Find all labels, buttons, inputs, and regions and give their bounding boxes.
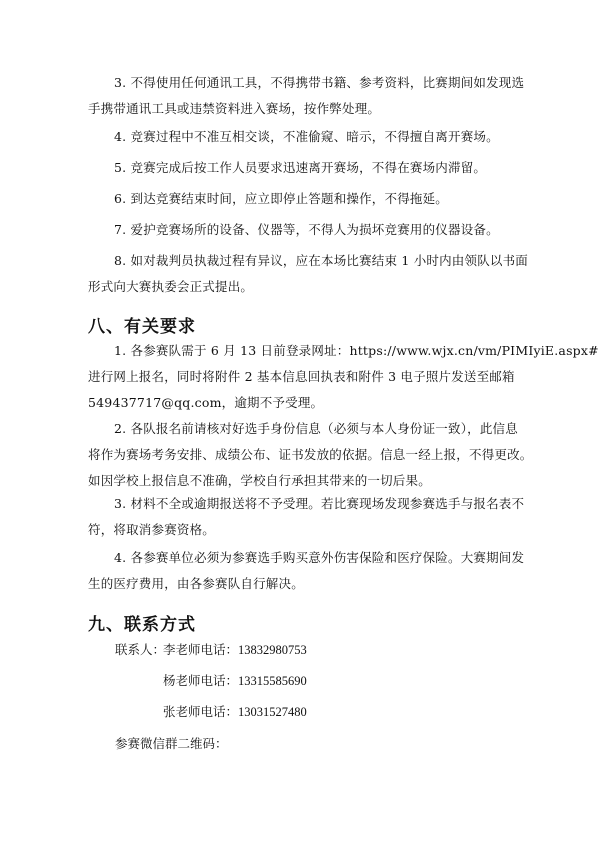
rule-item-5 [88,155,516,181]
section-heading-contact: 九、联系方式 [88,615,196,635]
contact-label: 联系人： [115,642,166,657]
rule-item-line: 7. 爱护竞赛场所的设备、仪器等，不得人为损坏竞赛用的仪器设备。 [114,222,499,237]
rule-item-line: 5. 竞赛完成后按工作人员要求迅速离开赛场，不得在赛场内滞留。 [114,160,487,175]
rule-item-4 [88,124,516,150]
requirement-line: 如因学校上报信息不准确，学校自行承担其带来的一切后果。 [88,473,431,488]
rule-item-line: 3. 不得使用任何通讯工具，不得携带书籍、参考资料，比赛期间如发现选 [114,75,525,90]
rule-item-8 [88,248,529,300]
requirement-item-3 [88,491,525,543]
requirement-item-1 [88,338,599,416]
section-heading-requirements: 八、有关要求 [88,317,196,337]
rule-item-7 [88,217,516,243]
contact-phone: 13315585690 [238,674,307,688]
rule-item-line: 4. 竞赛过程中不准互相交谈，不准偷窥、暗示，不得擅自离开赛场。 [114,129,499,144]
contact-row [163,640,307,660]
rule-item-6 [88,186,516,212]
requirement-line: 生的医疗费用，由各参赛队自行解决。 [88,576,304,591]
requirement-item-4 [88,545,525,597]
rule-item-line: 形式向大赛执委会正式提出。 [88,279,254,294]
rule-item-line: 手携带通讯工具或违禁资料进入赛场，按作弊处理。 [88,101,381,116]
contact-phone: 13832980753 [238,643,307,657]
requirement-line: 符，将取消参赛资格。 [88,522,216,537]
contact-phone: 13031527480 [238,705,307,719]
requirement-line: 进行网上报名，同时将附件 2 基本信息回执表和附件 3 电子照片发送至邮箱 [88,369,515,384]
rule-item-line: 6. 到达竞赛结束时间，应立即停止答题和操作，不得拖延。 [114,191,449,206]
contact-row [163,702,307,722]
requirement-line: 549437717@qq.com，逾期不予受理。 [88,395,324,410]
contact-name: 李老师电话： [163,642,239,657]
wechat-qr-label: 参赛微信群二维码： [115,736,228,751]
contact-row [163,671,307,691]
requirement-item-2 [88,416,533,494]
requirement-line: 1. 各参赛队需于 6 月 13 日前登录网址：https://www.wjx.cn/vm/PIMIyiE.aspx# [114,343,599,358]
requirement-line: 4. 各参赛单位必须为参赛选手购买意外伤害保险和医疗保险。大赛期间发 [114,550,525,565]
rule-item-line: 8. 如对裁判员执裁过程有异议，应在本场比赛结束 1 小时内由领队以书面 [114,253,529,268]
requirement-line: 2. 各队报名前请核对好选手身份信息（必须与本人身份证一致），此信息 [114,421,518,436]
requirement-line: 将作为赛场考务安排、成绩公布、证书发放的依据。信息一经上报，不得更改。 [88,447,533,462]
requirement-line: 3. 材料不全或逾期报送将不予受理。若比赛现场发现参赛选手与报名表不 [114,496,525,511]
contact-name: 杨老师电话： [163,673,239,688]
contact-name: 张老师电话： [163,704,239,719]
rule-item-3 [88,70,525,122]
